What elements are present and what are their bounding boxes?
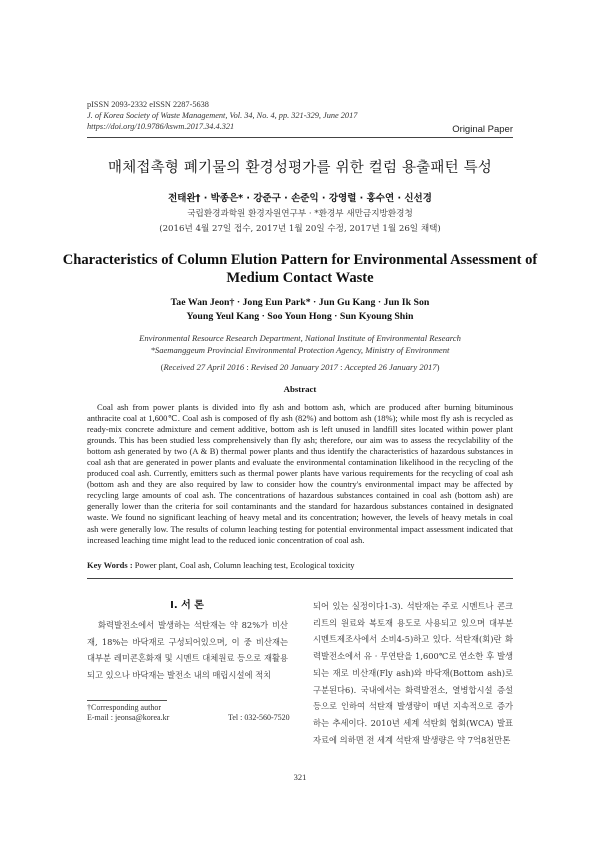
keywords-label: Key Words : [87,560,135,570]
footnote-rule [87,700,167,701]
english-affiliation [60,333,540,356]
english-authors [60,296,540,324]
dates-sep-2: : [337,362,345,372]
korean-authors: 전태완† · 박종은* · 강준구 · 손준익 · 강영렬 · 홍수연 · 신선경 [168,193,432,204]
dates-close: ) [436,362,440,372]
author-tel: Tel : 032-560-7520 [228,713,290,722]
abstract-heading: Abstract [283,384,317,394]
abstract-body: Coal ash from power plants is divided into fly ash and bottom ash, which are produced after burning bituminous anthracite coal at 1,600℃. Coal ash is composed of fly ash (82%) and bottom ash (18%); while most fly ash is recycled as ready-mix concrete admixture and cement additive, bottom ash is left unused in landfill sites located within power plant grounds. This has been studied less comprehensively than fly ash; therefore, our aim was to assess the recyclability of the bottom ash generated by two (A & B) thermal power plants and thus identify the characteristics of hazardous substances in coal ash that are generated in power plants and evaluate the environmental contamination likelihood in the recycling of the produced coal ash. Currently, emitters such as thermal power plants have various requirements for the recycling of coal ash (bottom ash and they are also required by law to consider how the country's environmental impact may be affected by recycling large amounts of coal ash. The concentrations of hazardous substances contained in coal ash (bottom ash) are generally lower than the criteria for soil contaminants and the standard for hazardous substances contained in designated waste. We found no significant leaching of heavy metal and its concentration; however, the levels of heavy metals in coal ash were generally low. The results of column leaching testing for potential environmental impact assessment indicated that increased leaching time might lead to the reduced ionic concentration of coal ash. [87,402,513,545]
english-dates [60,362,540,372]
korean-dates: (2016년 4월 27일 접수, 2017년 1월 20일 수정, 2017년 1월 26일 채택) [159,224,441,234]
received-date: Received 27 April 2016 [163,362,245,372]
corresponding-author: †Corresponding author [87,703,161,712]
english-authors-line-2: Young Yeul Kang · Soo Youn Hong · Sun Kyoung Shin [186,311,414,322]
page-number: 321 [293,772,307,782]
body-column-right: 되어 있는 실정이다1-3). 석탄재는 주로 시멘트나 콘크리트의 원료와 복토재 용도로 사용되고 있으며 대부분 시멘트제조사에서 소비4-5)하고 있다. 석탄재(회)란 화력발전소에서 유 · 무연탄을 1,600℃로 연소한 후 발생되는 재로 비산재(Fly ash)와 바닥재(Bottom ash)로 구분된다6). 국내에서는 화력발전소, 열병합시설 증설 등으로 인하여 석탄재 발생량이 매년 지속적으로 증가하는 추세이다. 2010년 세계 석탄회 협회(WCA) 발표 자료에 의하면 전 세계 석탄재 발생량은 약 7억8천만톤 [313,601,513,745]
english-authors-line-1: Tae Wan Jeon† · Jong Eun Park* · Jun Gu Kang · Jun Ik Son [170,297,430,308]
doi-link[interactable]: https://doi.org/10.9786/kswm.2017.34.4.321 [87,122,235,131]
section-heading: I. 서 론 [170,600,204,611]
dates-sep-1: : [244,362,251,372]
korean-affiliation: 국립환경과학원 환경자원연구부 · *환경부 새만금지방환경청 [187,209,413,219]
issn-line: pISSN 2093-2332 eISSN 2287-5638 [87,100,209,109]
citation-line: J. of Korea Society of Waste Management, Vol. 34, No. 4, pp. 321-329, June 2017 [87,111,358,120]
body-column-left: 화력발전소에서 발생하는 석탄재는 약 82%가 비산재, 18%는 바닥재로 구성되어있으며, 이 중 비산재는 대부분 레미콘혼화재 및 시멘트 대체원료 등으로 재활용되고 있으나 바닥재는 발전소 내의 매립시설에 적치 [87,620,288,681]
paper-type-label: Original Paper [452,124,513,135]
author-email[interactable]: E-mail : jeonsa@korea.kr [87,713,170,722]
keywords-rule [87,578,513,579]
korean-title: 매체접촉형 폐기물의 환경성평가를 위한 컬럼 용출패턴 특성 [107,160,493,176]
accepted-date: Accepted 26 January 2017 [344,362,437,372]
english-title: Characteristics of Column Elution Pattern for Environmental Assessment of Medium Contact Waste [62,252,538,286]
keywords [87,560,513,570]
header-rule [87,137,513,138]
dates-open: ( [160,362,164,372]
keywords-text: Power plant, Coal ash, Column leaching test, Ecological toxicity [134,560,355,570]
journal-header [87,99,357,132]
english-affiliation-line-1: Environmental Resource Research Department, National Institute of Environmental Research [139,333,461,343]
revised-date: Revised 20 January 2017 [250,362,338,372]
english-affiliation-line-2: *Saemanggeum Provincial Environmental Protection Agency, Ministry of Environment [150,344,450,355]
